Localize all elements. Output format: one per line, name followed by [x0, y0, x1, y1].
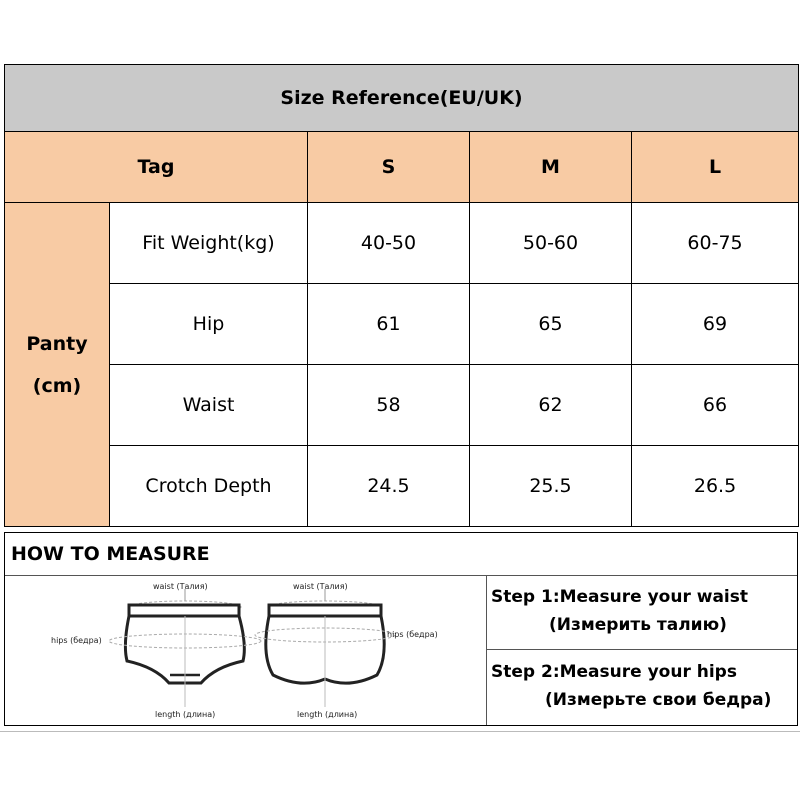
value-cell: 25.5: [470, 446, 632, 527]
size-header-s: S: [308, 132, 470, 203]
step-1-text: Step 1:Measure your waist: [491, 587, 749, 607]
value-cell: 66: [632, 365, 799, 446]
value-cell: 61: [308, 284, 470, 365]
measure-steps: [486, 575, 797, 725]
table-row: [5, 284, 799, 365]
row-label: Fit Weight(kg): [110, 203, 308, 284]
value-cell: 26.5: [632, 446, 799, 527]
step-2-text: Step 2:Measure your hips: [491, 662, 737, 682]
table-row: [5, 203, 799, 284]
measurement-diagram: [5, 575, 486, 725]
brief-diagram: [51, 582, 261, 719]
length-label: length (длина): [155, 710, 216, 719]
panty-group-label: [5, 203, 110, 527]
step-2: [487, 650, 797, 725]
how-to-measure-section: [4, 532, 798, 726]
tag-header: Tag: [5, 132, 308, 203]
row-label: Waist: [110, 365, 308, 446]
hips-label: hips (бедра): [51, 636, 102, 645]
value-cell: 40-50: [308, 203, 470, 284]
row-label: Hip: [110, 284, 308, 365]
value-cell: 62: [470, 365, 632, 446]
row-label: Crotch Depth: [110, 446, 308, 527]
step-1-translation: (Измерить талию): [549, 615, 727, 635]
size-header-l: L: [632, 132, 799, 203]
waist-label: waist (Талия): [153, 582, 208, 591]
table-title: Size Reference(EU/UK): [5, 65, 799, 132]
panty-label: Panty: [26, 332, 88, 355]
step-1: [487, 575, 797, 650]
length-label: length (длина): [297, 710, 358, 719]
value-cell: 24.5: [308, 446, 470, 527]
value-cell: 58: [308, 365, 470, 446]
waist-label: waist (Талия): [293, 582, 348, 591]
unit-label: (cm): [32, 374, 82, 397]
table-row: [5, 446, 799, 527]
value-cell: 69: [632, 284, 799, 365]
value-cell: 50-60: [470, 203, 632, 284]
boyshort-diagram: [255, 582, 438, 719]
step-2-translation: (Измерьте свои бедра): [545, 690, 772, 710]
table-row: [5, 365, 799, 446]
size-header-m: M: [470, 132, 632, 203]
value-cell: 60-75: [632, 203, 799, 284]
size-reference-table: [4, 64, 799, 527]
hips-label: hips (бедра): [387, 630, 438, 639]
value-cell: 65: [470, 284, 632, 365]
bottom-divider: [0, 731, 800, 732]
how-to-measure-title: HOW TO MEASURE: [11, 543, 210, 565]
